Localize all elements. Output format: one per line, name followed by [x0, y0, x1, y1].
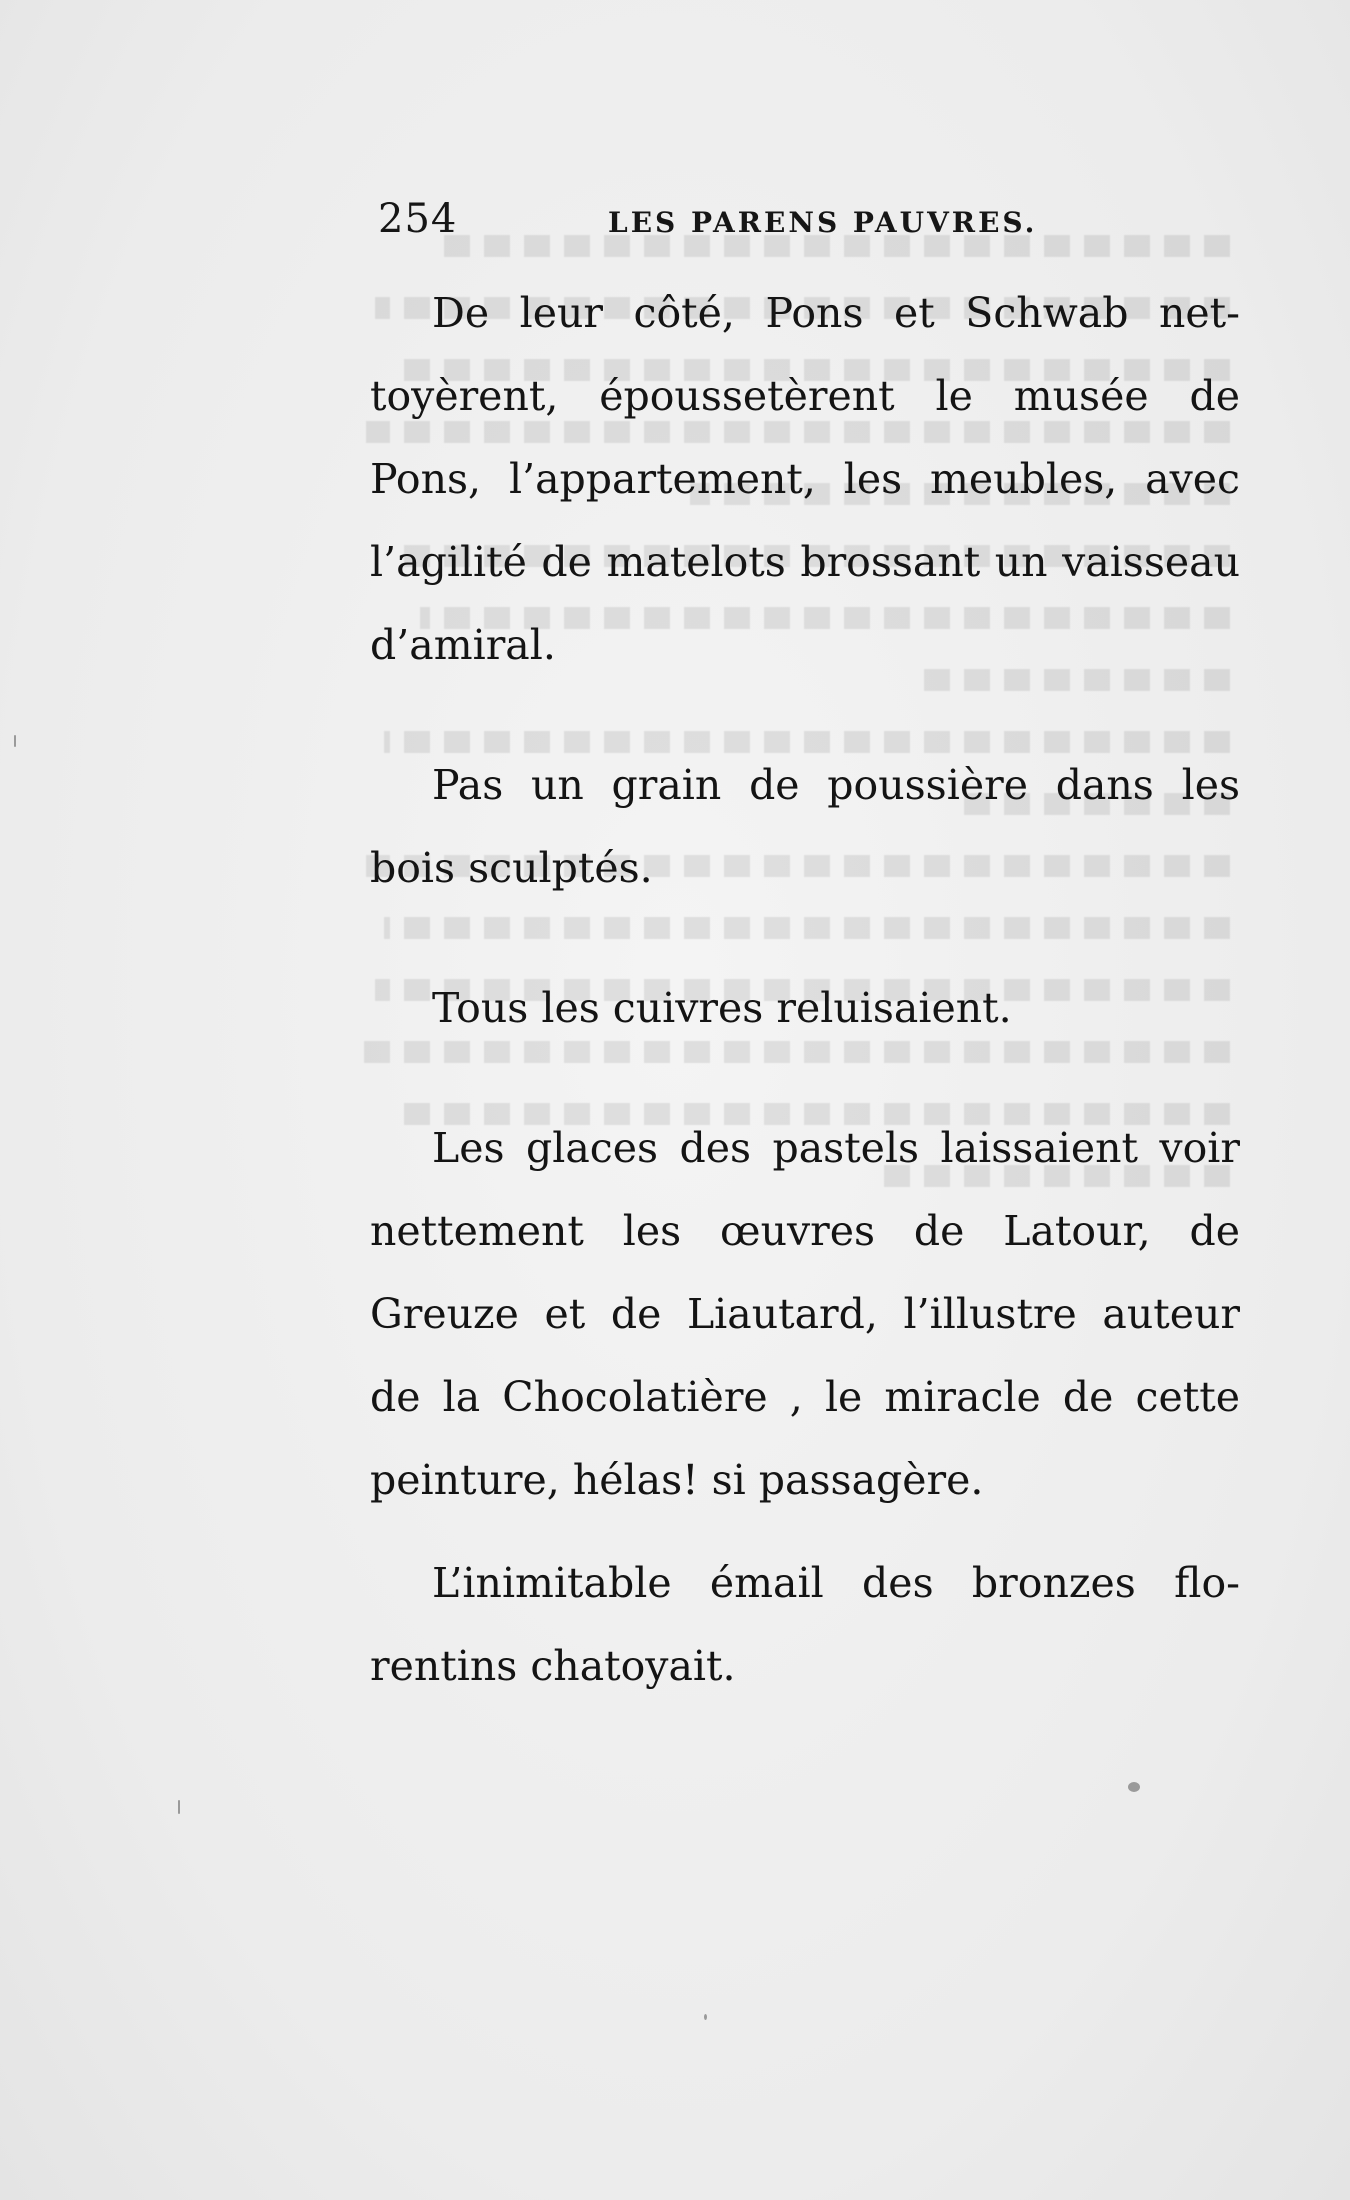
- running-head: LES PARENS PAUVRES.: [608, 206, 1038, 239]
- paragraph: De leur côté, Pons et Schwab nettoyèrent, époussetèrent le musée de Pons, l’appartement, les meubles, avec l’agilité de matelots brossant un vaisseau d’amiral.: [370, 289, 1240, 669]
- paragraph: Pas un grain de poussière dans les bois sculptés.: [370, 761, 1240, 892]
- paragraph: Les glaces des pastels laissaient voir nettement les œuvres de Latour, de Greuze et de Liautard, l’illustre auteur de la Chocolatière , le miracle de cette peinture, hélas! si passagère.: [370, 1124, 1240, 1504]
- paragraph: Tous les cuivres reluisaient.: [432, 984, 1012, 1032]
- paper-speck: [178, 1800, 180, 1814]
- paper-speck: [1128, 1782, 1140, 1792]
- paper-speck: [704, 2014, 707, 2020]
- paragraph: L’inimitable émail des bronzes florentins chatoyait.: [370, 1559, 1240, 1690]
- page-header: [378, 196, 1248, 252]
- body-text: [370, 272, 1240, 1708]
- page-number: 254: [378, 196, 458, 242]
- paper-speck: [14, 735, 16, 747]
